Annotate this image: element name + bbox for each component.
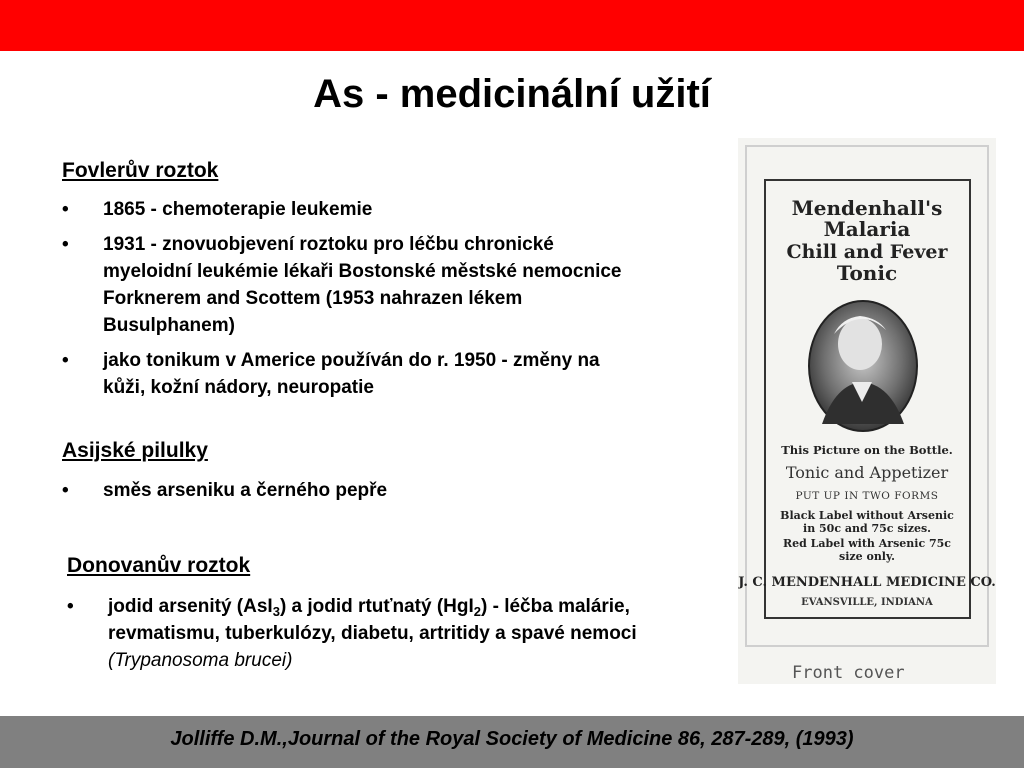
list-item: • jako tonikum v Americe používán do r. 1950 - změny na kůži, kožní nádory, neuropatie	[62, 347, 742, 401]
ad-headline-line: Mendenhall's	[791, 196, 943, 220]
ad-subtitle: Tonic and Appetizer	[785, 463, 949, 482]
bullet-icon: •	[67, 596, 74, 617]
slide-title: As - medicinální užití	[313, 72, 711, 116]
list-item: • jodid arsenitý (AsI$_3$) a jodid rtuťnatý (HgI$_2$) - léčba malárie, revmatismu, tuberkulózy, diabetu, artritidy a spavé nemoci (Trypanosoma brucei)	[67, 593, 747, 674]
ad-label-text: Red Label with Arsenic 75c	[782, 537, 952, 550]
bullet-icon: •	[62, 234, 69, 255]
ad-label-text: size only.	[839, 550, 895, 563]
ad-label-text: Black Label without Arsenic	[780, 509, 954, 522]
bullet-icon: •	[62, 199, 69, 220]
section-heading-fowler: Fovlerův roztok	[62, 159, 219, 182]
ad-headline-line: Chill and Fever	[786, 241, 948, 263]
asian-bullet-list	[62, 477, 742, 512]
ad-headline-line: Tonic	[836, 261, 898, 285]
list-item: • směs arseniku a černého pepře	[62, 477, 742, 504]
top-accent-bar	[0, 0, 1024, 51]
bullet-icon: •	[62, 480, 69, 501]
ad-picture-caption: This Picture on the Bottle.	[781, 443, 953, 457]
ad-forms: PUT UP IN TWO FORMS	[795, 490, 939, 502]
portrait-icon	[809, 301, 917, 431]
ad-label-text: in 50c and 75c sizes.	[803, 522, 931, 535]
handwritten-note: Front cover	[792, 663, 905, 683]
ad-headline-line: Malaria	[823, 217, 911, 241]
section-heading-donovan: Donovanův roztok	[67, 554, 251, 577]
footer-bar	[0, 716, 1024, 768]
list-item: • 1931 - znovuobjevení roztoku pro léčbu chronické myeloidní leukémie lékaři Bostonské městské nemocnice Forknerem and Scottem (1953 nahrazen lékem Busulphanem)	[62, 231, 742, 339]
section-heading-asian-pills: Asijské pilulky	[62, 439, 208, 462]
mendenhall-advertisement-image	[738, 138, 996, 684]
ad-company: J. C. MENDENHALL MEDICINE CO.	[738, 575, 996, 590]
bullet-icon: •	[62, 350, 69, 371]
list-item: • 1865 - chemoterapie leukemie	[62, 196, 742, 223]
donovan-bullet-list	[67, 593, 747, 682]
ad-location: EVANSVILLE, INDIANA	[801, 597, 933, 608]
fowler-bullet-list	[62, 196, 742, 409]
footer-citation: Jolliffe D.M.,Journal of the Royal Society of Medicine 86, 287-289, (1993)	[170, 728, 854, 750]
